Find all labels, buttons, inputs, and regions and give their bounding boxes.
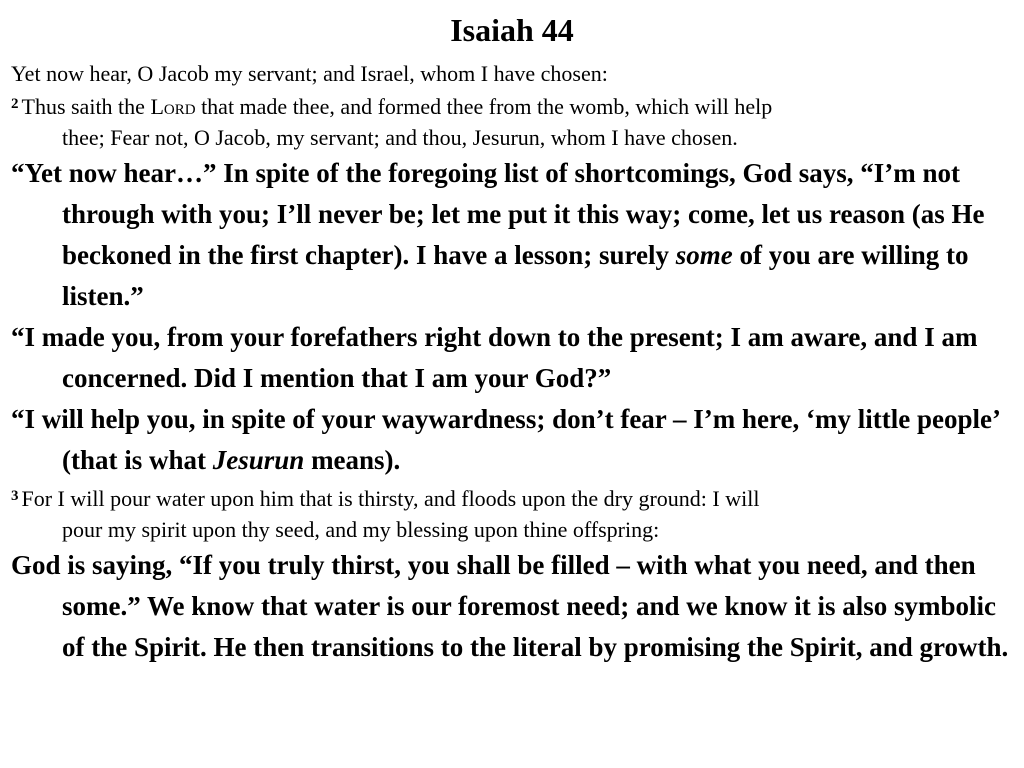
commentary-paragraph-1: [11, 153, 1017, 317]
slide-title: Isaiah 44: [450, 12, 574, 48]
verse-number-2: 2: [11, 96, 19, 112]
commentary-paragraph-3: [11, 399, 1017, 481]
commentary-3-emphasis: Jesurun: [212, 445, 305, 475]
commentary-3-part-1: “I will help you, in spite of your waywardness; don’t fear – I’m here, ‘my little people’ (that is what: [11, 404, 999, 475]
commentary-1-part-2: of you are willing to listen.”: [62, 240, 969, 311]
scripture-verse-2: [11, 89, 1017, 153]
verse-2-text-after: that made thee, and formed thee from the womb, which will help: [195, 94, 773, 119]
verse-2-continuation: thee; Fear not, O Jacob, my servant; and thou, Jesurun, whom I have chosen.: [62, 125, 738, 150]
verse-3-continuation: pour my spirit upon thy seed, and my blessing upon thine offspring:: [62, 517, 660, 542]
verse-3-text: For I will pour water upon him that is thirsty, and floods upon the dry ground: I will: [21, 486, 760, 511]
verse-number-3: 3: [11, 488, 19, 504]
scripture-verse-1: Yet now hear, O Jacob my servant; and Israel, whom I have chosen:: [11, 61, 608, 86]
verse-2-text-before: Thus saith the: [21, 94, 151, 119]
lord-small-caps: ord: [163, 94, 196, 119]
commentary-3-part-2: means).: [304, 445, 401, 475]
scripture-verse-3: [11, 481, 1017, 545]
commentary-paragraph-4: God is saying, “If you truly thirst, you shall be filled – with what you need, and then some.” We know that water is our foremost need; and we know it is also symbolic of the Spirit. He then transitions to the literal by promising the Spirit, and growth.: [11, 550, 1009, 662]
commentary-1-emphasis: some: [675, 240, 733, 270]
slide-body: [11, 58, 1017, 668]
commentary-1-part-1: “Yet now hear…” In spite of the foregoing list of shortcomings, God says, “I’m not through with you; I’ll never be; let me put it this way; come, let us reason (as He beckoned in the first chapter). I have a lesson; surely: [11, 158, 985, 270]
lord-initial: L: [150, 94, 164, 119]
commentary-paragraph-2: “I made you, from your forefathers right down to the present; I am aware, and I am concerned. Did I mention that I am your God?”: [11, 322, 978, 393]
